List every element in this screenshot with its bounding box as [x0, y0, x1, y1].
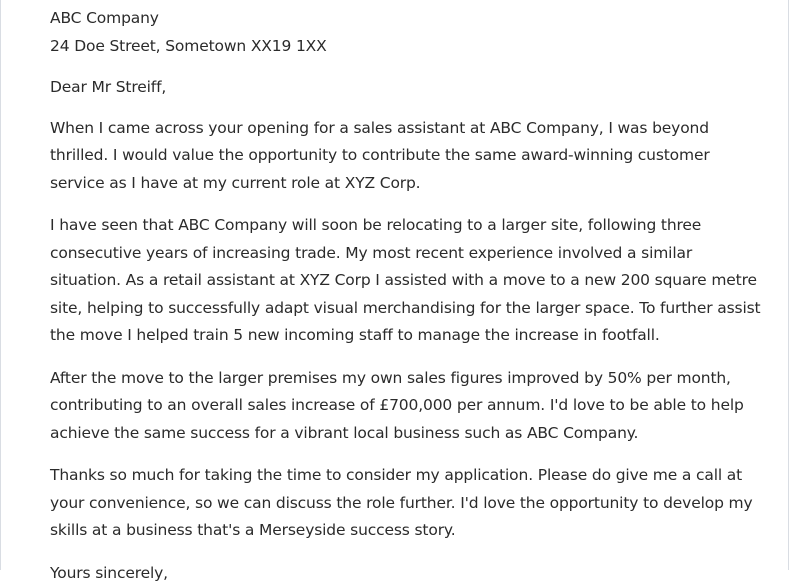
paragraph-intro: [50, 115, 750, 198]
letter-body: [50, 4, 750, 587]
paragraph-line: situation. As a retail assistant at XYZ Corp I assisted with a move to a new 200 square metre: [50, 267, 750, 295]
paragraph-line: Thanks so much for taking the time to consider my application. Please do give me a call at: [50, 462, 750, 490]
paragraph-line: I have seen that ABC Company will soon be relocating to a larger site, following three: [50, 212, 750, 240]
paragraph-line: thrilled. I would value the opportunity to contribute the same award-winning customer: [50, 142, 750, 170]
salutation: Dear Mr Streiff,: [50, 74, 750, 102]
paragraph-line: achieve the same success for a vibrant local business such as ABC Company.: [50, 420, 750, 448]
paragraph-line: your convenience, so we can discuss the role further. I'd love the opportunity to develop my: [50, 490, 750, 518]
recipient-address-block: [50, 4, 750, 60]
paragraph-line: site, helping to successfully adapt visual merchandising for the larger space. To further assist: [50, 295, 750, 323]
paragraph-line: When I came across your opening for a sales assistant at ABC Company, I was beyond: [50, 115, 750, 143]
paragraph-experience: [50, 212, 750, 350]
paragraph-line: After the move to the larger premises my own sales figures improved by 50% per month,: [50, 365, 750, 393]
paragraph-line: contributing to an overall sales increase of £700,000 per annum. I'd love to be able to help: [50, 392, 750, 420]
recipient-address: 24 Doe Street, Sometown XX19 1XX: [50, 32, 750, 60]
paragraph-line: the move I helped train 5 new incoming staff to manage the increase in footfall.: [50, 322, 750, 350]
recipient-company: ABC Company: [50, 4, 750, 32]
paragraph-results: [50, 365, 750, 448]
closing: Yours sincerely,: [50, 560, 750, 587]
paragraph-line: service as I have at my current role at XYZ Corp.: [50, 170, 750, 198]
paragraph-thanks: [50, 462, 750, 545]
paragraph-line: consecutive years of increasing trade. My most recent experience involved a similar: [50, 240, 750, 268]
paragraph-line: skills at a business that's a Merseyside success story.: [50, 517, 750, 545]
